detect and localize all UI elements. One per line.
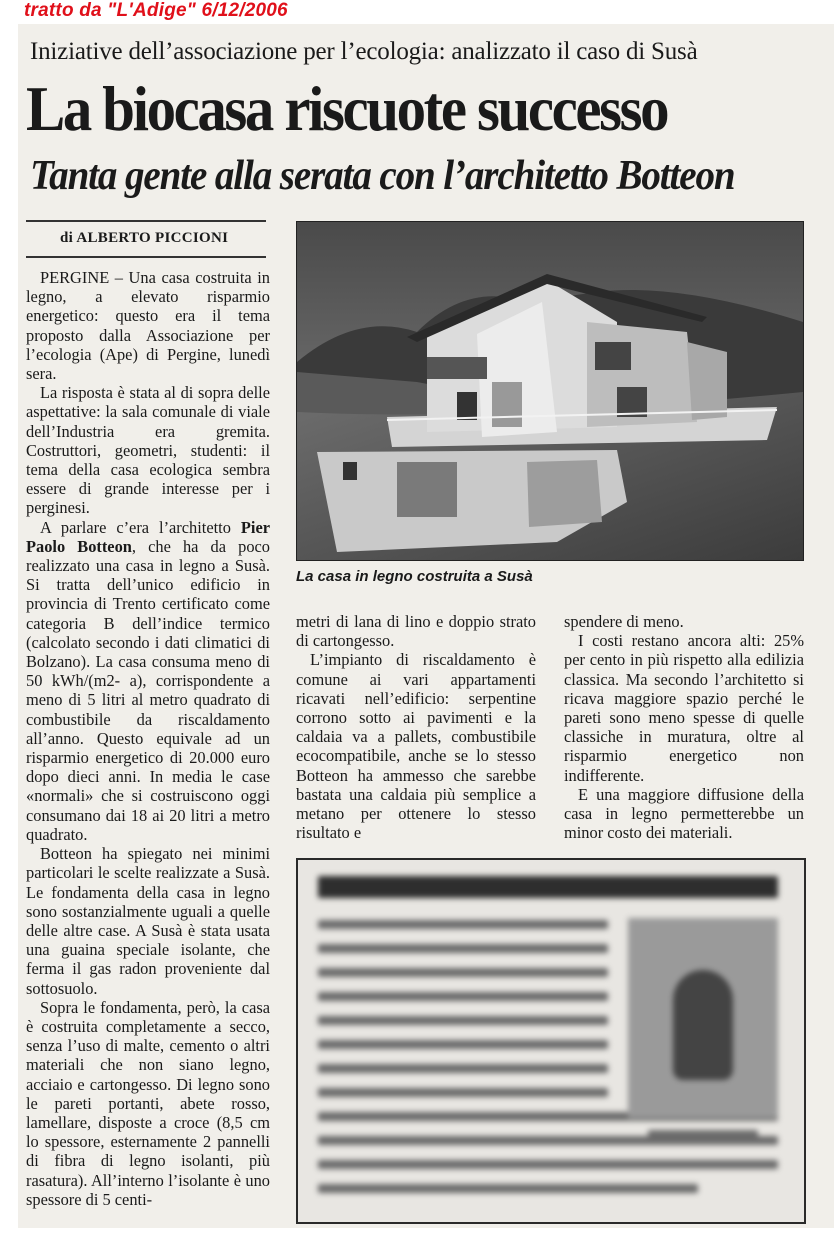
paragraph: E una maggiore diffusione della casa in legno permetterebbe un minor costo dei materiali. [564, 784, 804, 843]
article-subheadline: Tanta gente alla serata con l’architetto Botteon [30, 153, 735, 199]
article-kicker: Iniziative dell’associazione per l’ecologia: analizzato il caso di Susà [30, 38, 698, 65]
paragraph: I costi restano ancora alti: 25% per cento in più rispetto alla edilizia classica. Ma secondo l’architetto si ricava maggiore spazio perché le pareti sono meno spesse di quelle classiche in muratura, oltre al risparmio energetico non indifferente. [564, 631, 804, 785]
paragraph: Sopra le fondamenta, però, la casa è costruita completamente a secco, senza l’uso di malte, cemento o altri materiali che non siano legno, acciaio e cartongesso. Di legno sono le pareti portanti, abete rosso, lamellare, disposte a croce (8,5 cm lo spessore, esternamente 2 pannelli di fibra di legno isolanti, più rasatura). All’interno l’isolante è uno spessore di 5 centi- [26, 997, 270, 1209]
article-column-2 [296, 612, 536, 842]
byline: di ALBERTO PICCIONI [60, 230, 229, 246]
paragraph-text: , che ha da poco realizzato una casa in legno a Susà. Si tratta dell’unico edificio in provincia di Trento certificato come categoria B dell’indice termico (calcolato secondo i dati climatici di Bolzano). La casa consuma meno di 50 kWh/(m2- a), corrispondente a meno di 5 litri al metro quadrato di combustibile da riscaldamento all’anno. Questo equivale ad un risparmio energetico di 20.000 euro dopo dieci anni. In media le case «normali» che si costruiscono oggi consumano dai 18 ai 20 litri a metro quadrato. [26, 536, 270, 844]
paragraph: Botteon ha spiegato nei minimi particolari le scelte realizzate a Susà. Le fondamenta della casa in legno sono sostanzialmente uguali a quelle delle altre case. A Susà è stata usata una guaina speciale isolante, che ferma il gas radon proveniente dal sottosuolo. [26, 844, 270, 998]
paragraph [26, 518, 270, 844]
paragraph: L’impianto di riscaldamento è comune ai vari appartamenti ricavati nell’edificio: serpentine corrono sotto ai pavimenti e la caldaia va a pallets, combustibile ecocompatibile, anche se lo stesso Botteon ha ammesso che sarebbe bastata una caldaia più semplice a metano per ottenere lo stesso risultato e [296, 650, 536, 843]
byline-rule-bottom [26, 256, 266, 258]
article-column-3 [564, 612, 804, 842]
source-note: tratto da "L'Adige" 6/12/2006 [24, 0, 288, 21]
house-photo [296, 221, 804, 561]
blurred-sidebar-article [296, 858, 806, 1224]
paragraph: spendere di meno. [564, 612, 684, 631]
architect-name: Pier Paolo Botteon [26, 517, 270, 556]
paragraph-text: A parlare c’era l’architetto [40, 517, 241, 537]
article-headline: La biocasa riscuote successo [26, 73, 668, 144]
byline-rule-top [26, 220, 266, 222]
paragraph: PERGINE – Una casa costruita in legno, a elevato risparmio energetico: questo era il tema proposto dalla Associazione per l’ecologia (Ape) di Pergine, lunedì sera. [26, 268, 270, 384]
photo-caption: La casa in legno costruita a Susà [296, 568, 533, 585]
paragraph: La risposta è stata al di sopra delle aspettative: la sala comunale di viale dell’Industria era gremita. Costruttori, geometri, studenti: il tema della casa ecologica sembra essere di grande interesse per i perginesi. [26, 383, 270, 518]
paragraph: metri di lana di lino e doppio strato di cartongesso. [296, 612, 536, 651]
article-column-1 [26, 268, 270, 1209]
